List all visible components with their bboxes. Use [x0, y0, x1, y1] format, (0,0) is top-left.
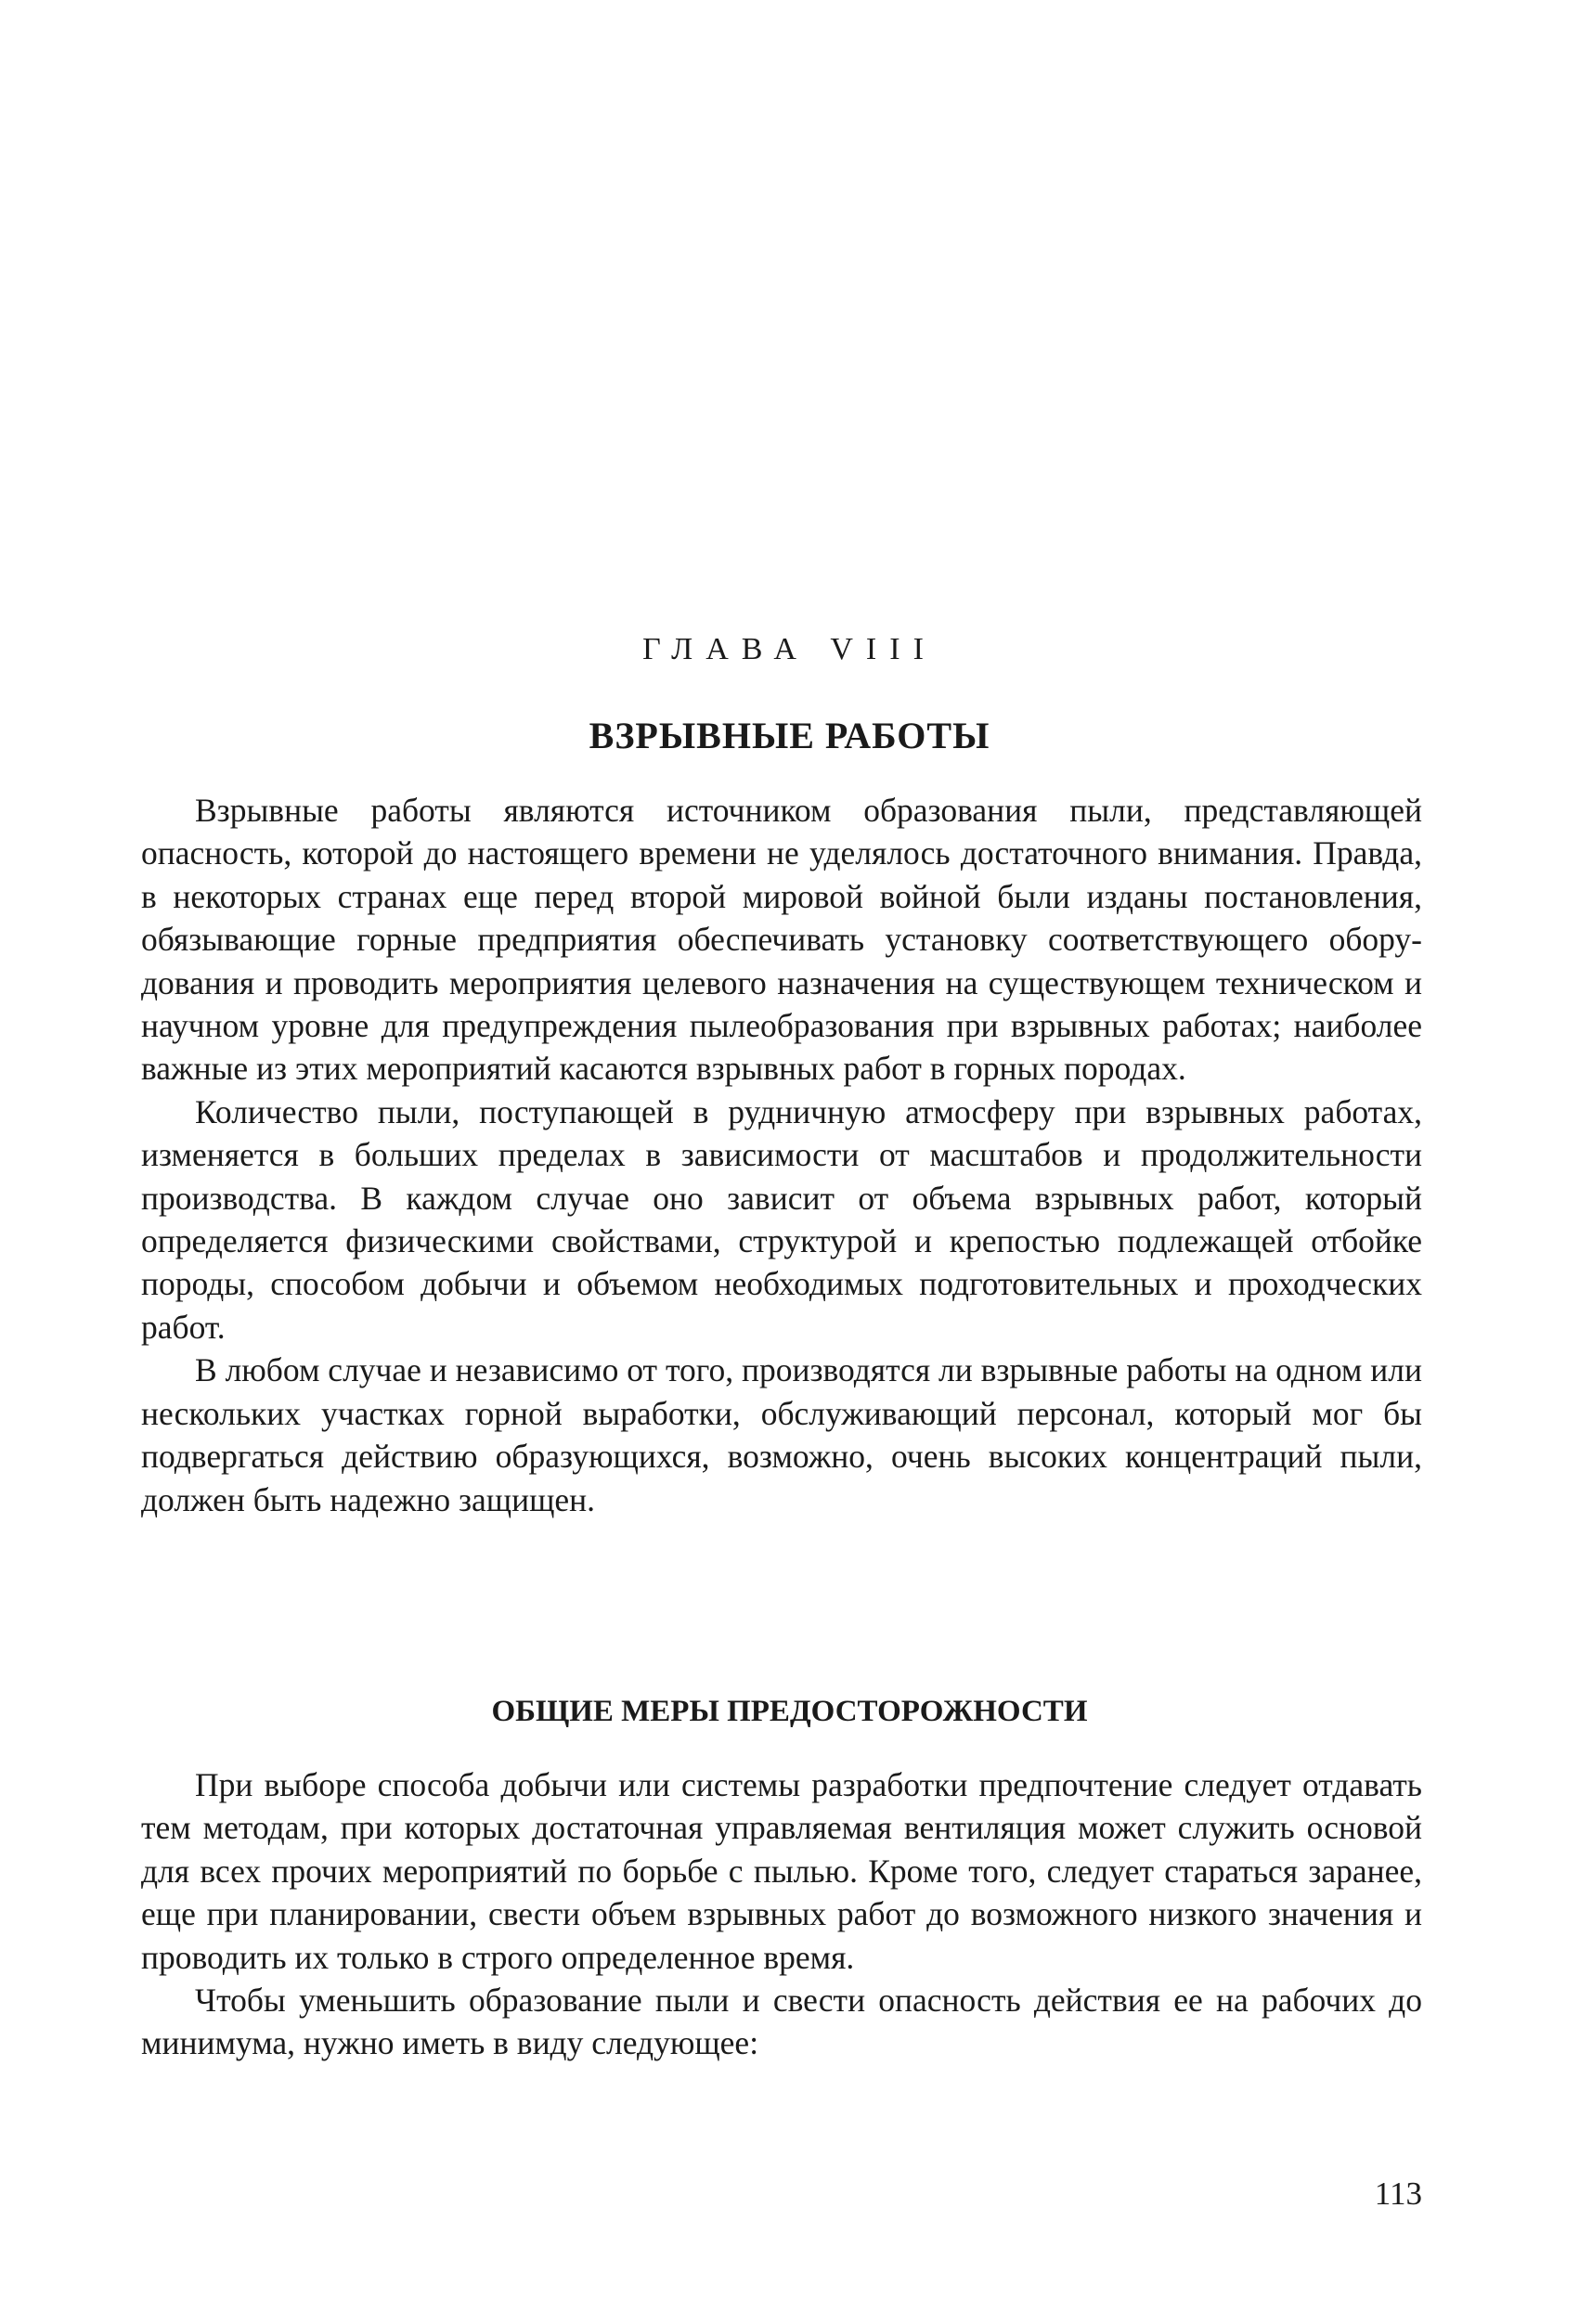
chapter-label: ГЛАВА VIII	[642, 632, 937, 666]
section-text	[141, 1763, 1422, 2065]
paragraph: Чтобы уменьшить образование пыли и свести опасность действия ее на рабочих до минимума, нужно иметь в виду следующее:	[141, 1982, 1422, 2062]
intro-text	[141, 789, 1422, 1521]
paragraph: При выборе способа добычи или системы разработки предпочтение следует отдавать тем методам, при которых достаточная управляемая вентиляция может служить основой для всех прочих мероприятий по борьбе с пылью. Кроме того, следует стараться заранее, еще при планировании, свести объем взрывных работ до возможного низкого значения и проводить их только в строго определенное время.	[141, 1766, 1422, 1976]
chapter-title: ВЗРЫВНЫЕ РАБОТЫ	[589, 715, 990, 756]
section-title: ОБЩИЕ МЕРЫ ПРЕДОСТОРОЖНОСТИ	[491, 1695, 1088, 1728]
paragraph: Взрывные работы являются источником образования пыли, представляющей опасность, которой до настоящего времени не уделялось достаточного внимания. Правда, в некоторых странах еще перед второй мировой войной были изданы постановления, обязывающие горные предприятия обеспечивать установку соответствующего оборудования и проводить мероприятия целевого назначения на существующем техническом и научном уровне для предупреждения пылеобразования при взрывных работах; наиболее важные из этих мероприятий касаются взрывных работ в горных породах.	[141, 792, 1422, 1088]
paragraph: В любом случае и независимо от того, производятся ли взрывные работы на одном или нескольких участках горной выработки, обслуживающий персонал, который мог бы подвергаться действию образующихся, возможно, очень высоких концентраций пыли, должен быть надежно защищен.	[141, 1351, 1422, 1518]
page-number: 113	[1374, 2176, 1422, 2212]
paragraph: Количество пыли, поступающей в рудничную атмосферу при взрывных работах, изменяется в больших пределах в зависимости от масштабов и продолжительности производства. В каждом случае оно зависит от объема взрывных работ, который определяется физическими свойствами, структурой и крепостью подлежащей отбойке породы, способом добычи и объемом необходимых подготовительных и проходческих работ.	[141, 1092, 1422, 1346]
